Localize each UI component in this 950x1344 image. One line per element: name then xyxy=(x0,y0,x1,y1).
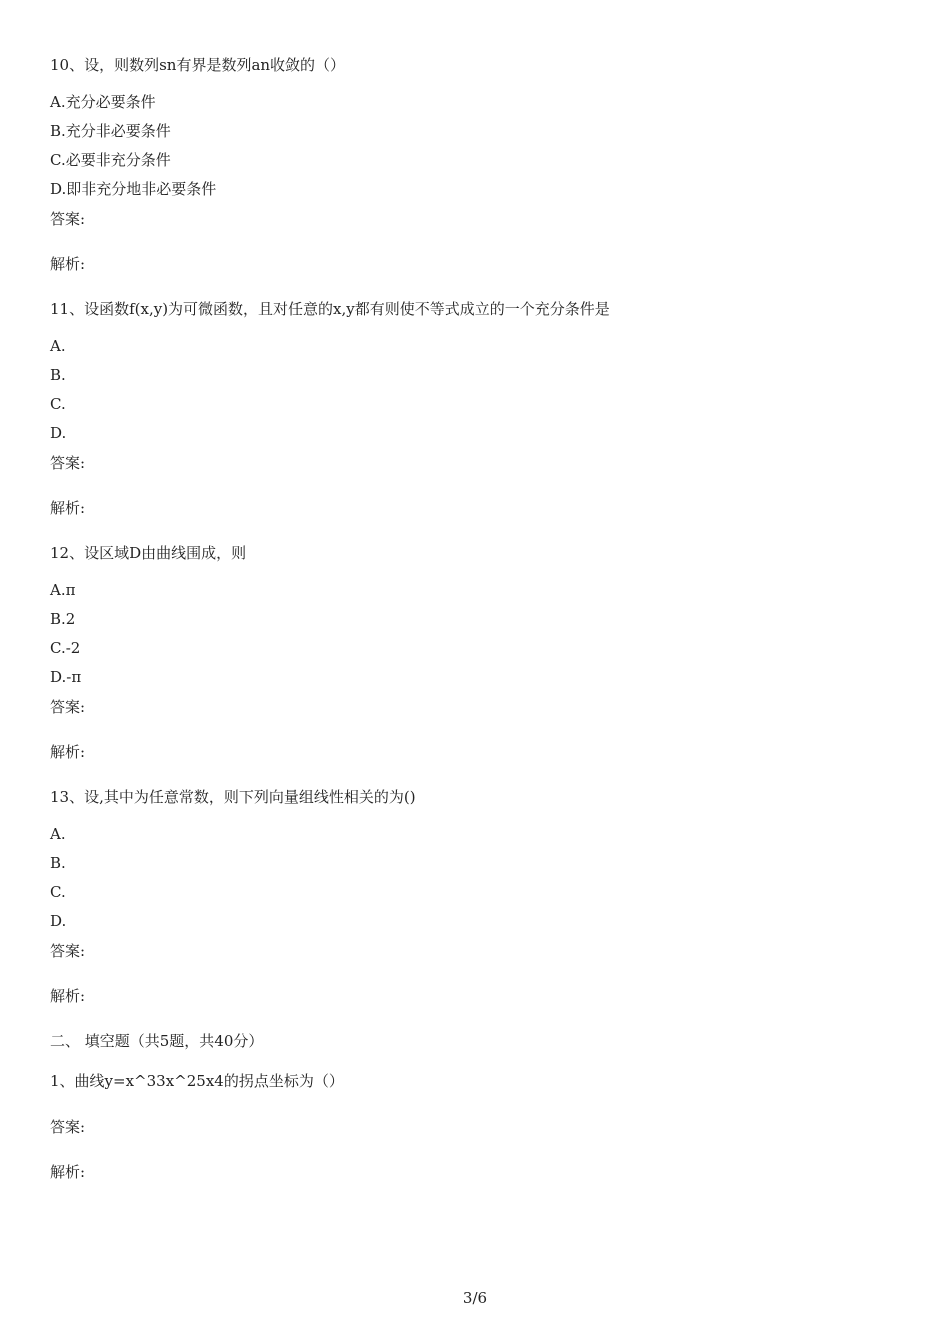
option-d: D. xyxy=(50,424,67,442)
option-c: C.必要非充分条件 xyxy=(50,151,171,169)
option-c: C. xyxy=(50,883,66,901)
option-b: B.2 xyxy=(50,610,76,628)
option-b: B.充分非必要条件 xyxy=(50,122,171,140)
option-d: D.即非充分地非必要条件 xyxy=(50,180,217,198)
question-11 xyxy=(50,298,910,519)
analysis-label: 解析: xyxy=(50,255,86,273)
options-list xyxy=(50,91,910,200)
answer-label: 答案: xyxy=(50,942,86,960)
options-list xyxy=(50,579,910,688)
analysis-label: 解析: xyxy=(50,1163,86,1181)
option-b: B. xyxy=(50,854,66,872)
analysis-label: 解析: xyxy=(50,499,86,517)
option-a: A. xyxy=(50,825,66,843)
question-title: 11、设函数f(x,y)为可微函数，且对任意的x,y都有则使不等式成立的一个充分条件是 xyxy=(50,300,610,318)
analysis-label: 解析: xyxy=(50,743,86,761)
fill-question-1 xyxy=(50,1070,910,1183)
page-number: 3/6 xyxy=(462,1289,488,1307)
answer-label: 答案: xyxy=(50,210,86,228)
question-title: 1、曲线y=x^33x^25x4的拐点坐标为（） xyxy=(50,1072,344,1090)
option-d: D. xyxy=(50,912,67,930)
page-content xyxy=(50,54,910,1206)
option-a: A.π xyxy=(50,581,76,599)
option-b: B. xyxy=(50,366,66,384)
option-d: D.-π xyxy=(50,668,82,686)
question-title: 12、设区域D由曲线围成，则 xyxy=(50,544,247,562)
question-13 xyxy=(50,786,910,1007)
question-10 xyxy=(50,54,910,275)
option-c: C. xyxy=(50,395,66,413)
question-title: 13、设,其中为任意常数，则下列向量组线性相关的为() xyxy=(50,788,416,806)
section-title: 二、 填空题（共5题，共40分） xyxy=(50,1032,264,1050)
options-list xyxy=(50,823,910,932)
analysis-label: 解析: xyxy=(50,987,86,1005)
option-c: C.-2 xyxy=(50,639,81,657)
answer-label: 答案: xyxy=(50,454,86,472)
question-title: 10、设，则数列sn有界是数列an收敛的（） xyxy=(50,56,346,74)
options-list xyxy=(50,335,910,444)
answer-label: 答案: xyxy=(50,698,86,716)
question-12 xyxy=(50,542,910,763)
option-a: A. xyxy=(50,337,66,355)
answer-label: 答案: xyxy=(50,1118,86,1136)
option-a: A.充分必要条件 xyxy=(50,93,156,111)
